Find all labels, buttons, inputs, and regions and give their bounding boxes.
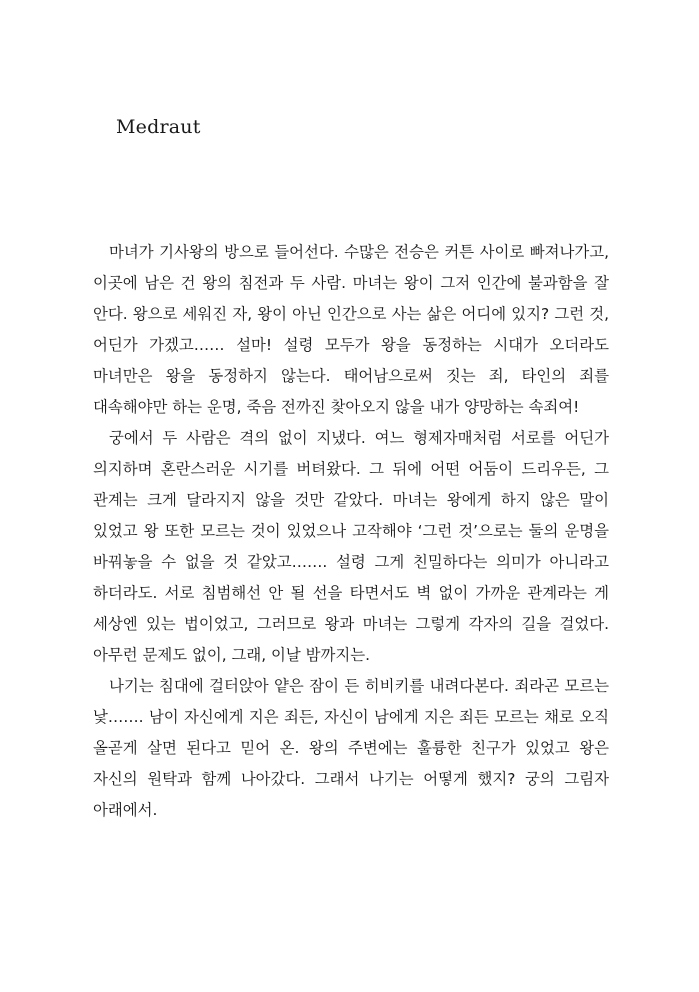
paragraph-2: 궁에서 두 사람은 격의 없이 지냈다. 여느 형제자매처럼 서로를 어딘가 의지하며 혼란스러운 시기를 버텨왔다. 그 뒤에 어떤 어둠이 드리우든, 그 관계는 크게 달라지지 않을 것만 같았다. 마녀는 왕에게 하지 않은 말이 있었고 왕 또한 모르는 것이 있었으나 고작해야 ‘그런 것’으로는 둘의 운명을 바꿔놓을 수 없을 것 같았고……. 설령 그게 친밀하다는 의미가 아니라고 하더라도. 서로 침범해선 안 될 선을 타면서도 벽 없이 가까운 관계라는 게 세상엔 있는 법이었고, 그러므로 왕과 마녀는 그렇게 각자의 길을 걸었다. 아무런 문제도 없이, 그래, 이날 밤까지는. [93, 429, 609, 664]
chapter-title: Medraut [116, 116, 201, 138]
paragraph-1: 마녀가 기사왕의 방으로 들어선다. 수많은 전승은 커튼 사이로 빠져나가고, 이곳에 남은 건 왕의 침전과 두 사람. 마녀는 왕이 그저 인간에 불과함을 잘 안다. 왕으로 세워진 자, 왕이 아닌 인간으로 사는 삶은 어디에 있지? 그런 것, 어딘가 가겠고…… 설마! 설령 모두가 왕을 동정하는 시대가 오더라도 마녀만은 왕을 동정하지 않는다. 태어남으로써 짓는 죄, 타인의 죄를 대속해야만 하는 운명, 죽음 전까진 찾아오지 않을 내가 양망하는 속죄여! [93, 243, 609, 416]
body-text [93, 237, 609, 826]
paragraph-3: 나기는 침대에 걸터앉아 얕은 잠이 든 히비키를 내려다본다. 죄라곤 모르는 낯……. 남이 자신에게 지은 죄든, 자신이 남에게 지은 죄든 모르는 채로 오직 올곧게 살면 된다고 믿어 온. 왕의 주변에는 훌륭한 친구가 있었고 왕은 자신의 원탁과 함께 나아갔다. 그래서 나기는 어떻게 했지? 궁의 그림자 아래에서. [93, 677, 609, 819]
